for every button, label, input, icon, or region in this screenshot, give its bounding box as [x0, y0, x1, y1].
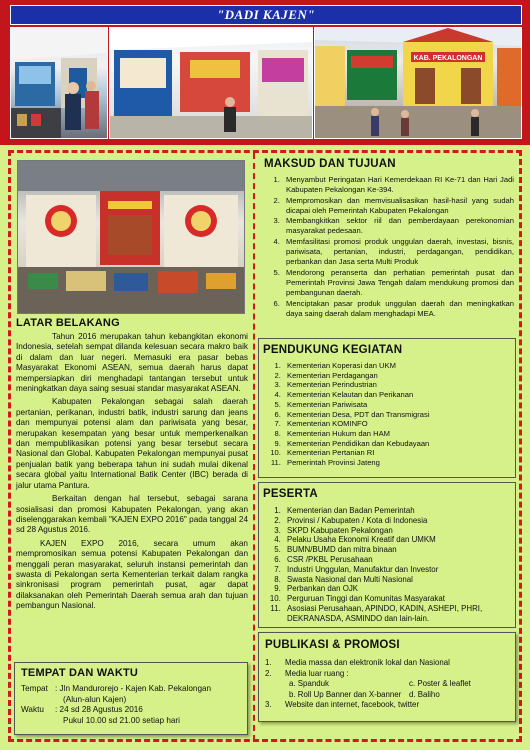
expo-photo-3-image	[315, 28, 521, 138]
pendukung-item: 2. Kementerian Perdagangan	[283, 371, 511, 381]
latar-heading: LATAR BELAKANG	[16, 317, 120, 329]
peserta-item: 8. Swasta Nasional dan Multi Nasional	[283, 575, 511, 585]
peserta-heading: PESERTA	[263, 488, 318, 500]
pendukung-item: 3. Kementerian Perindustrian	[283, 380, 511, 390]
latar-paragraph-3: Berkaitan dengan hal tersebut, sebagai sarana sosialisasi dan promosi Kabupaten Pekalongan, yang akan diselenggarakan kembali "KAJEN EXPO 2016" pada tanggal 24 sd 28 Agustus 2016.	[16, 494, 248, 535]
peserta-item: 4. Pelaku Usaha Ekonomi Kreatif dan UMKM	[283, 535, 511, 545]
peserta-section	[258, 482, 516, 628]
peserta-item: 2. Provinsi / Kabupaten / Kota di Indonesia	[283, 516, 511, 526]
maksud-heading: MAKSUD DAN TUJUAN	[264, 158, 396, 170]
maksud-item: 4. Memfasilitasi promosi produk unggulan daerah, investasi, bisnis, pariwisata, pertanian, industri, perdagangan, pendidikan, perbankan dan Jasa serta Multi Produk	[282, 237, 514, 268]
booth-photo	[17, 160, 245, 314]
maksud-section	[262, 158, 514, 319]
maksud-item: 5. Mendorong peranserta dan perhatian pemerintah pusat dan Pemerintah Provinsi Jawa Tengah dalam mendukung promosi dan pembangunan daerah.	[282, 268, 514, 299]
peserta-item: 5. BUMN/BUMD dan mitra binaan	[283, 545, 511, 555]
header-title: "DADI KAJEN"	[216, 7, 316, 22]
pendukung-list	[263, 361, 511, 468]
waktu-value: : 24 sd 28 Agustus 2016	[55, 705, 143, 715]
peserta-item: 6. CSR /PKBL Perusahaan	[283, 555, 511, 565]
booth-photo-image	[18, 161, 244, 313]
pendukung-item: 9. Kementerian Pendidikan dan Kebudayaan	[283, 439, 511, 449]
publikasi-item-2: Media luar ruang :	[285, 668, 349, 678]
latar-paragraph-2: Kabupaten Pekalongan sebagai salah daerah pertanian, perikanan, industri batik, industri sarung dan jeans dan mempunyai potensi alam dan pariwisata yang besar, merupakan kesempatan yang besar untuk memperkenalkan dan mempublikasikan potensi yang besar tersebut secara Nasional dan Global. Kabupaten Pekalongan mempunyai pusat penjualan batik yang beberapa tahun ini sudah mulai dikenal secara global yaitu International Batik Center (IBC) berada di jalur utama Pantura.	[16, 397, 248, 490]
expo-photo-2-image	[110, 28, 312, 138]
column-divider	[253, 153, 255, 741]
pendukung-item: 7. Kementerian KOMINFO	[283, 419, 511, 429]
expo-photo-1	[10, 27, 108, 139]
tempat-value: : Jln Mandurorejo - Kajen Kab. Pekalongan	[55, 684, 212, 693]
publikasi-sub-d: d. Baliho	[409, 689, 440, 699]
latar-section	[16, 317, 248, 612]
pendukung-heading: PENDUKUNG KEGIATAN	[263, 344, 403, 356]
pendukung-item: 4. Kementerian Kelautan dan Perikanan	[283, 390, 511, 400]
tempat-label: Tempat	[21, 684, 48, 693]
pendukung-item: 10. Kementerian Pertanian RI	[283, 448, 511, 458]
peserta-list	[263, 506, 511, 624]
pendukung-item: 1. Kementerian Koperasi dan UKM	[283, 361, 511, 371]
publikasi-bullet-3: 3.	[265, 700, 272, 710]
publikasi-sub-a: a. Spanduk	[289, 679, 329, 689]
expo-photo-3	[314, 27, 522, 139]
expo-photo-1-image	[11, 28, 107, 138]
peserta-item: 9. Perbankan dan OJK	[283, 584, 511, 594]
pendukung-item: 6. Kementerian Desa, PDT dan Transmigrasi	[283, 410, 511, 420]
publikasi-sub-b: b. Roll Up Banner dan X-banner	[289, 689, 402, 699]
maksud-item: 3. Membangkitkan sektor riil dan pemberdayaan perekonomian masyarakat pedesaan.	[282, 216, 514, 237]
peserta-item: 1. Kementerian dan Badan Pemerintah	[283, 506, 511, 516]
pendukung-section	[258, 338, 516, 478]
publikasi-heading: PUBLIKASI & PROMOSI	[265, 639, 400, 651]
tempat-heading: TEMPAT DAN WAKTU	[21, 667, 139, 679]
publikasi-item-3: Website dan internet, facebook, twitter	[285, 700, 420, 710]
latar-paragraph-4: KAJEN EXPO 2016, secara umum akan mempromosikan semua potensi Kabupaten Pekalongan dan menggali peran masyarakat, seluruh instansi pemerintah dan swasta di Pekalongan serta Kementerian terkait dalam rangka sinkronisasi program pemerintah pusat, agar dapat dilaksanakan oleh Pemerintah Daerah semua arah dan tujuan pembangun Nasional.	[16, 538, 248, 611]
publikasi-bullet-2: 2.	[265, 668, 272, 678]
maksud-item: 2. Mempromosikan dan memvisualisasikan hasil-hasil yang sudah dicapai oleh Pemerintah Kabupaten Pekalongan	[282, 196, 514, 217]
publikasi-bullet-1: 1.	[265, 658, 272, 667]
maksud-list	[262, 175, 514, 319]
peserta-item: 7. Industri Unggulan, Manufaktur dan Investor	[283, 565, 511, 575]
waktu-value-2: Pukul 10.00 sd 21.00 setiap hari	[63, 715, 180, 725]
publikasi-sub-c: c. Poster & leaflet	[409, 679, 471, 689]
header-banner	[0, 0, 530, 145]
waktu-label: Waktu	[21, 705, 44, 715]
pendukung-item: 8. Kementerian Hukum dan HAM	[283, 429, 511, 439]
maksud-item: 1. Menyambut Peringatan Hari Kemerdekaan RI Ke-71 dan Hari Jadi Kabupaten Pekalongan Ke-394.	[282, 175, 514, 196]
header-title-bar	[10, 5, 522, 25]
pendukung-item: 5. Kementerian Pariwisata	[283, 400, 511, 410]
pendukung-item: 11. Pemerintah Provinsi Jateng	[283, 458, 511, 468]
maksud-item: 6. Menciptakan pasar produk unggulan daerah dan meningkatkan daya saing daerah dalam menghadapi MEA.	[282, 299, 514, 320]
tempat-value-2: (Alun-alun Kajen)	[63, 694, 127, 704]
publikasi-section	[258, 632, 516, 722]
booth-sign-text: KAB. PEKALONGAN	[413, 55, 483, 62]
expo-photo-2	[109, 27, 313, 139]
peserta-item: 3. SKPD Kabupaten Pekalongan	[283, 526, 511, 536]
tempat-section	[14, 662, 248, 735]
peserta-item: 10. Perguruan Tinggi dan Komunitas Masyarakat	[283, 594, 511, 604]
publikasi-item-1: Media massa dan elektronik lokal dan Nasional	[285, 658, 450, 667]
peserta-item: 11. Asosiasi Perusahaan, APINDO, KADIN, ASHEPI, PHRI, DEKRANASDA, ASMINDO dan lain-lain.	[283, 604, 511, 624]
latar-paragraph-1: Tahun 2016 merupakan tahun kebangkitan ekonomi Indonesia, setelah sempat dilanda kelesuan secara makro baik di dalam dan luar negeri. Memasuki era pasar bebas Masyarakat Ekonomi ASEAN, semua daerah harus dapat mempersiapkan diri menghadapi tantangan tersebut untuk meningkatkan daya saing sesuai standar masyarakat ASEAN.	[16, 332, 248, 394]
